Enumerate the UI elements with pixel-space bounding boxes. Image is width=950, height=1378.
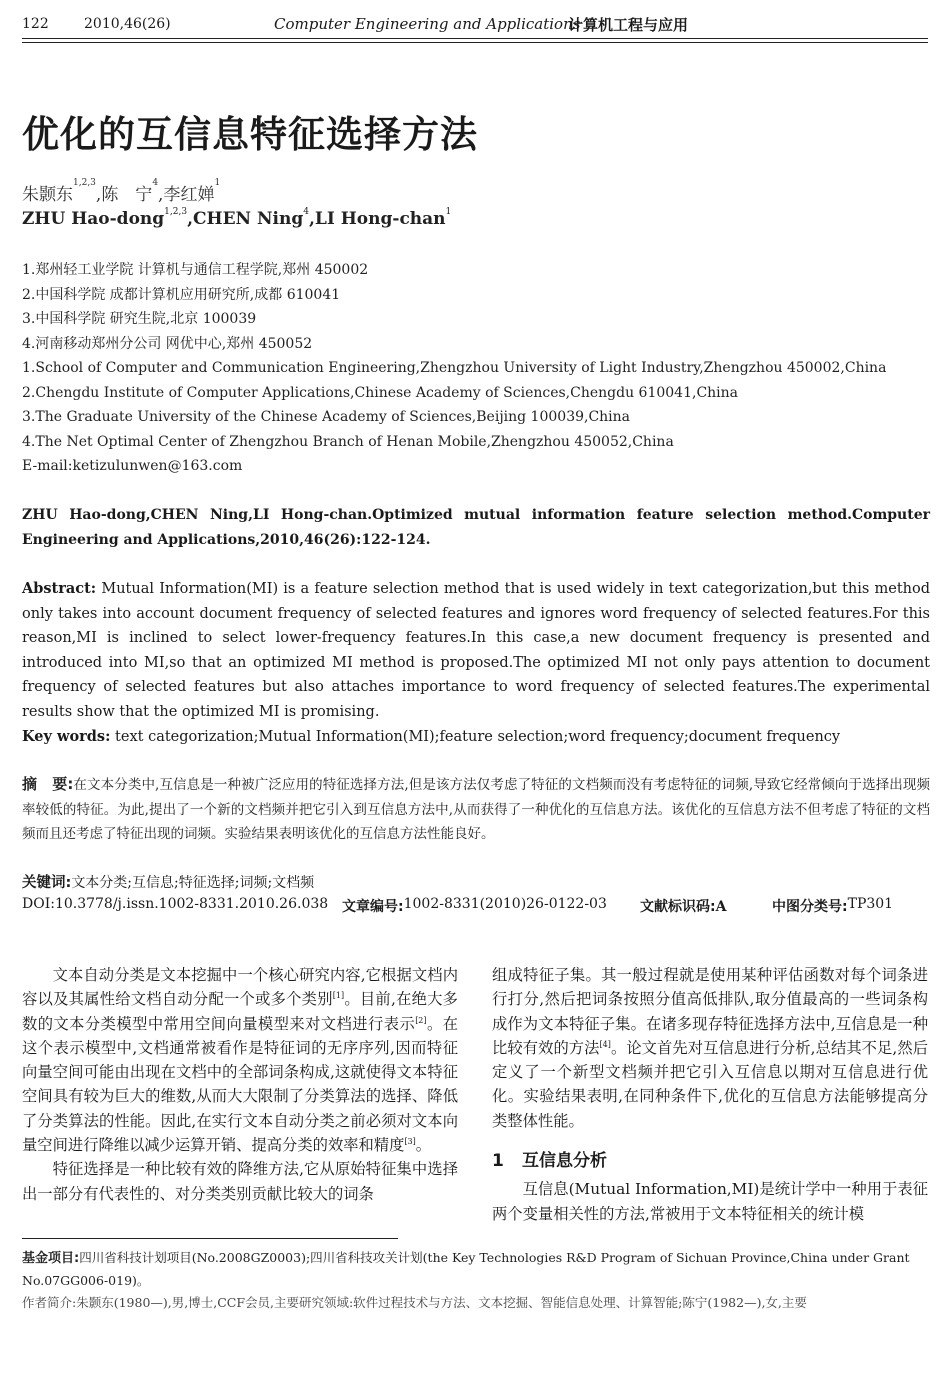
abstract-chinese bbox=[22, 772, 930, 847]
abstract-english bbox=[22, 577, 930, 724]
author-cn-3: 李红婵 bbox=[163, 185, 215, 205]
header-rule bbox=[22, 38, 928, 39]
author-en-3-affil: 1 bbox=[445, 207, 452, 217]
affiliation-line: 1.郑州轻工业学院 计算机与通信工程学院,郑州 450002 bbox=[22, 262, 369, 278]
body-text: 。在这个表示模型中,文档通常被看作是特征词的无序序列,因而特征向量空间可能由出现在文档中的全部词条构成,这就使得文本特征空间具有较为巨大的维数,从而大大限制了分类算法的选择、降低了分类算法的性能。因此,在实行文本自动分类之前必须对文本向量空间进行降维以减少运算开销、提高分类的效率和精度 bbox=[22, 1014, 458, 1155]
funding-text: 四川省科技计划项目(No.2008GZ0003);四川省科技攻关计划(the Key Technologies R&D Program of Sichuan Province,China under Grant No.07GG006-019)。 bbox=[22, 1250, 910, 1288]
running-header bbox=[22, 12, 928, 36]
author-en-1-affil: 1,2,3 bbox=[164, 207, 188, 217]
header-rule-thin bbox=[22, 42, 928, 43]
section-heading bbox=[492, 1149, 928, 1173]
affiliation-line: 4.The Net Optimal Center of Zhengzhou Branch of Henan Mobile,Zhengzhou 450052,China bbox=[22, 433, 674, 450]
keywords-cn-text: 文本分类;互信息;特征选择;词频;文档频 bbox=[71, 875, 315, 891]
author-cn-1-affil: 1,2,3 bbox=[73, 178, 96, 188]
section-title: 互信息分析 bbox=[522, 1151, 607, 1172]
clc-label: 中图分类号: bbox=[772, 899, 848, 915]
body-paragraph bbox=[22, 963, 458, 1157]
body-text: 文本自动分类是文本挖掘中一个核心研究内容,它根据文档内容以及其属性给文档自动分配一个或多个类别 bbox=[22, 966, 458, 1009]
author-en-1: ZHU Hao-dong bbox=[22, 209, 165, 229]
body-paragraph: 特征选择是一种比较有效的降维方法,它从原始特征集中选择出一部分有代表性的、对分类类别贡献比较大的词条 bbox=[22, 1160, 458, 1203]
document-code-label: 文献标识码: bbox=[640, 899, 716, 915]
footnote-funding bbox=[22, 1247, 930, 1292]
citation-ref: [4] bbox=[599, 1039, 611, 1049]
authors-english: ZHU Hao-dong$^{1,2,3}$,CHEN Ning$^4$,LI Hong-chan$^1$ bbox=[22, 207, 452, 229]
document-code-value: A bbox=[715, 899, 727, 915]
keywords-chinese bbox=[22, 871, 314, 892]
document-code bbox=[640, 896, 726, 916]
article-number bbox=[342, 896, 607, 916]
body-paragraph: 互信息(Mutual Information,MI)是统计学中一种用于表征两个变量相关性的方法,常被用于文本特征相关的统计模 bbox=[492, 1180, 928, 1223]
author-cn-1: 朱颢东 bbox=[22, 185, 73, 205]
author-cn-2-affil: 4 bbox=[152, 178, 159, 188]
doi: DOI:10.3778/j.issn.1002-8331.2010.26.038 bbox=[22, 896, 329, 912]
keywords-cn-label: 关键词: bbox=[22, 875, 72, 891]
funding-label: 基金项目: bbox=[22, 1251, 80, 1266]
body-text: 。 bbox=[415, 1136, 432, 1155]
affiliation-line: 1.School of Computer and Communication Engineering,Zhengzhou University of Light Industry,Zhengzhou 450002,China bbox=[22, 360, 887, 376]
author-cn-2: 陈 宁 bbox=[101, 185, 153, 205]
keywords-english bbox=[22, 725, 930, 749]
body-column-right bbox=[492, 963, 928, 1226]
affiliation-line: 2.Chengdu Institute of Computer Applications,Chinese Academy of Sciences,Chengdu 610041,China bbox=[22, 384, 739, 401]
affiliation-line: 4.河南移动郑州分公司 网优中心,郑州 450052 bbox=[22, 335, 313, 352]
volume-issue: 2010,46(26) bbox=[84, 16, 171, 32]
author-en-2-affil: 4 bbox=[303, 207, 309, 217]
abstract-text: Mutual Information(MI) is a feature selection method that is used widely in text categorization,but this method only takes into account document frequency of selected features and ignores word frequency of selected features.For this reason,MI is inclined to select lower-frequency features.In this case,a new document frequency is presented and introduced into MI,so that an optimized MI method is proposed.The optimized MI not only pays attention to document frequency of selected features but also attaches importance to word frequency of selected features.The experimental results show that the optimized MI is promising. bbox=[22, 581, 931, 720]
author-cn-3-affil: 1 bbox=[214, 178, 221, 188]
page-number: 122 bbox=[22, 16, 49, 32]
abstract-cn-text: 在文本分类中,互信息是一种被广泛应用的特征选择方法,但是该方法仅考虑了特征的文档频而没有考虑特征的词频,导致它经常倾向于选择出现频率较低的特征。为此,提出了一个新的文档频并把它引入到互信息方法中,从而获得了一种优化的互信息方法。该优化的互信息方法不但考虑了特征的文档频而且还考虑了特征出现的词频。实验结果表明该优化的互信息方法性能良好。 bbox=[22, 777, 931, 842]
footnote-rule bbox=[22, 1238, 398, 1239]
email-line: E-mail:ketizulunwen@163.com bbox=[22, 458, 243, 474]
article-number-value: 1002-8331(2010)26-0122-03 bbox=[403, 896, 607, 912]
author-en-3: LI Hong-chan bbox=[314, 209, 446, 229]
body-paragraph bbox=[492, 963, 928, 1133]
paper-title: 优化的互信息特征选择方法 bbox=[22, 113, 478, 156]
affiliations bbox=[22, 258, 932, 479]
article-number-label: 文章编号: bbox=[342, 899, 404, 915]
section-number: 1 bbox=[492, 1151, 504, 1172]
affiliation-line: 3.中国科学院 研究生院,北京 100039 bbox=[22, 311, 257, 327]
authors-chinese: 朱颢东$^{1,2,3}$,陈 宁$^4$,李红婵$^1$ bbox=[22, 178, 221, 205]
body-text: 。论文首先对互信息进行分析,总结其不足,然后定义了一个新型文档频并把它引入互信息以期对互信息进行优化。实验结果表明,在同种条件下,优化的互信息方法能够提高分类整体性能。 bbox=[492, 1038, 928, 1130]
abstract-cn-label: 摘 要: bbox=[22, 775, 74, 793]
citation: ZHU Hao-dong,CHEN Ning,LI Hong-chan.Optimized mutual information feature selection method.Computer Engineering and Applications,2010,46(26):122-124. bbox=[22, 507, 930, 548]
citation-ref: [3] bbox=[404, 1137, 416, 1147]
keywords-label: Key words: bbox=[22, 728, 111, 745]
abstract-label: Abstract: bbox=[22, 580, 97, 597]
keywords-text: text categorization;Mutual Information(MI);feature selection;word frequency;document frequency bbox=[115, 729, 841, 745]
clc-number bbox=[772, 896, 894, 916]
footnote-author-bio-cutoff: 作者简介:朱颢东(1980—),男,博士,CCF会员,主要研究领域:软件过程技术与方法、文本挖掘、智能信息处理、计算智能;陈宁(1982—),女,主要 bbox=[22, 1295, 807, 1310]
citation-ref: [1] bbox=[332, 991, 345, 1001]
body-column-left bbox=[22, 963, 458, 1206]
journal-name-cn: 计算机工程与应用 bbox=[568, 16, 689, 34]
affiliation-line: 2.中国科学院 成都计算机应用研究所,成都 610041 bbox=[22, 286, 341, 303]
citation-ref: [2] bbox=[415, 1015, 427, 1025]
body-text: 。目前,在绝大多数的文本分类模型中常用空间向量模型来对文档进行表示 bbox=[22, 990, 458, 1033]
author-en-2: CHEN Ning bbox=[193, 209, 304, 229]
clc-value: TP301 bbox=[847, 896, 894, 912]
affiliation-line: 3.The Graduate University of the Chinese Academy of Sciences,Beijing 100039,China bbox=[22, 409, 631, 425]
body-text: 组成特征子集。其一般过程就是使用某种评估函数对每个词条进行打分,然后把词条按照分值高低排队,取分值最高的一些词条构成作为文本特征子集。在诸多现存特征选择方法中,互信息是一种比较有效的方法 bbox=[492, 966, 928, 1057]
journal-name-en: Computer Engineering and Applications bbox=[274, 15, 581, 33]
